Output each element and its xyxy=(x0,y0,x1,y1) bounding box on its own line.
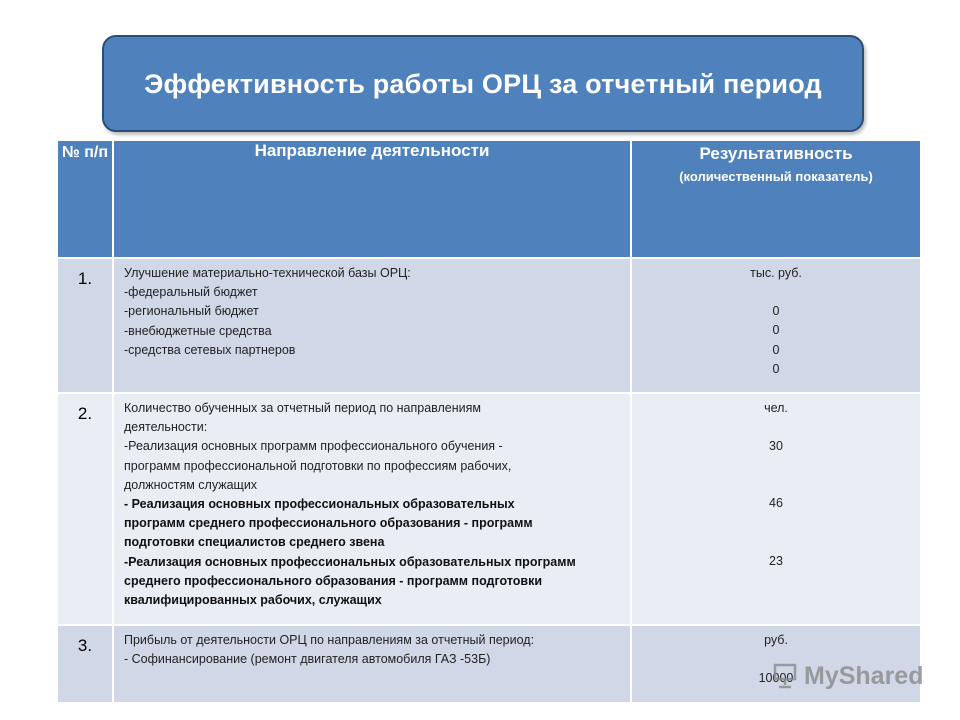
table-header-row xyxy=(57,140,921,258)
title-banner xyxy=(102,35,864,132)
result-value: 0 xyxy=(772,342,780,357)
row-line: -Реализация основных профессиональных образовательных программ xyxy=(124,554,576,569)
row-direction xyxy=(113,258,631,393)
efficiency-table xyxy=(56,139,922,704)
result-value: 0 xyxy=(772,361,780,376)
row-line: среднего профессионального образования - программ подготовки xyxy=(124,573,543,588)
watermark xyxy=(772,660,923,692)
row-line: -Реализация основных программ профессионального обучения - xyxy=(124,439,503,454)
result-value: 0 xyxy=(772,323,780,338)
result-value: 46 xyxy=(769,496,783,511)
row-line: должностям служащих xyxy=(124,477,258,492)
table-row xyxy=(57,258,921,393)
row-number: 2. xyxy=(57,393,113,625)
row-line: деятельности: xyxy=(124,420,208,435)
row-line: квалифицированных рабочих, служащих xyxy=(124,593,382,608)
row-line: - Реализация основных профессиональных образовательных xyxy=(124,497,515,512)
result-unit: тыс. руб. xyxy=(750,266,802,280)
row-line: -внебюджетные средства xyxy=(124,323,272,338)
row-line: программ профессиональной подготовки по профессиям рабочих, xyxy=(124,458,512,473)
row-line: Прибыль от деятельности ОРЦ по направлениям за отчетный период: xyxy=(124,633,535,647)
row-line: -федеральный бюджет xyxy=(124,285,258,300)
result-value: 23 xyxy=(769,553,783,568)
header-result-title: Результативность xyxy=(699,144,853,163)
row-direction xyxy=(113,625,631,703)
watermark-text: MyShared xyxy=(804,661,924,690)
result-unit: руб. xyxy=(764,633,788,647)
row-line: Улучшение материально-технической базы ОРЦ: xyxy=(124,266,411,280)
page-title: Эффективность работы ОРЦ за отчетный период xyxy=(144,68,822,99)
header-direction: Направление деятельности xyxy=(113,140,631,258)
row-line: - Софинансирование (ремонт двигателя автомобиля ГАЗ -53Б) xyxy=(124,652,491,667)
result-unit: чел. xyxy=(764,401,788,415)
header-result xyxy=(631,140,921,258)
result-value: 0 xyxy=(772,304,780,319)
row-result xyxy=(631,258,921,393)
table-row xyxy=(57,393,921,625)
row-result xyxy=(631,393,921,625)
row-number: 1. xyxy=(57,258,113,393)
row-direction xyxy=(113,393,631,625)
presentation-board-icon xyxy=(772,663,798,689)
header-num: № п/п xyxy=(57,140,113,258)
result-value: 10000 xyxy=(758,671,794,686)
row-number: 3. xyxy=(57,625,113,703)
row-line: -средства сетевых партнеров xyxy=(124,342,296,357)
row-line: подготовки специалистов среднего звена xyxy=(124,535,385,550)
result-value: 30 xyxy=(769,439,783,454)
row-line: программ среднего профессионального образования - программ xyxy=(124,516,533,531)
row-line: Количество обученных за отчетный период по направлениям xyxy=(124,401,482,415)
row-line: -региональный бюджет xyxy=(124,304,259,319)
header-result-subtitle: (количественный показатель) xyxy=(679,169,873,184)
